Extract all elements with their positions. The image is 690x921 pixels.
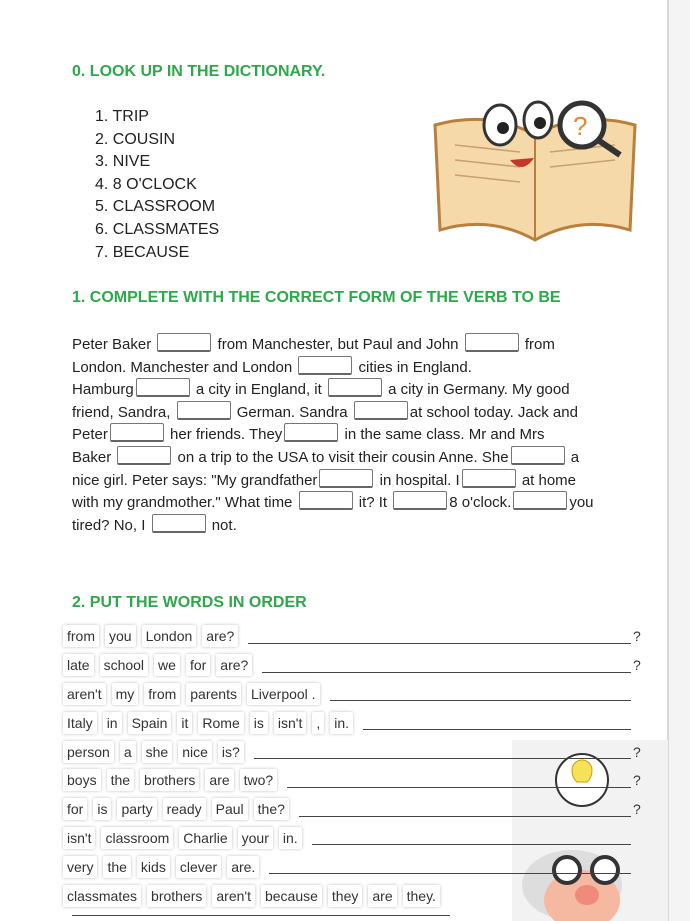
word-chip[interactable]: from: [144, 683, 180, 705]
answer-blank-input[interactable]: [511, 446, 565, 465]
end-punctuation: ?: [633, 801, 641, 818]
word-chip[interactable]: Liverpool .: [247, 683, 320, 705]
word-order-row: [63, 651, 643, 680]
answer-line[interactable]: [269, 859, 631, 874]
word-chip[interactable]: from: [63, 625, 99, 647]
word-chip[interactable]: the?: [254, 798, 289, 820]
word-chip[interactable]: are: [205, 769, 233, 791]
word-chip[interactable]: Paul: [212, 798, 248, 820]
paragraph-line: [72, 514, 594, 537]
paragraph-text: a: [566, 448, 580, 466]
answer-line[interactable]: [248, 629, 631, 644]
word-order-row: [63, 766, 643, 795]
word-chip[interactable]: are?: [202, 625, 238, 647]
word-chip[interactable]: person: [63, 741, 114, 763]
answer-blank-input[interactable]: [299, 491, 353, 510]
paragraph-line: [72, 401, 594, 424]
answer-line[interactable]: [312, 830, 631, 845]
fill-in-paragraph: [72, 333, 594, 536]
word-chip[interactable]: are?: [216, 654, 252, 676]
answer-line[interactable]: [254, 744, 631, 759]
word-chip[interactable]: aren't: [212, 885, 255, 907]
word-chip[interactable]: classroom: [101, 827, 173, 849]
paragraph-text: in hospital. I: [375, 471, 460, 489]
word-chip[interactable]: ready: [163, 798, 206, 820]
word-chip[interactable]: is: [93, 798, 111, 820]
answer-line[interactable]: [287, 773, 631, 788]
answer-line[interactable]: [330, 686, 631, 701]
paragraph-text: not.: [207, 516, 237, 534]
paragraph-line: [72, 356, 594, 379]
word-order-row: [63, 737, 643, 766]
paragraph-text: with my grandmother." What time: [72, 494, 297, 512]
paragraph-text: Hamburg: [72, 381, 134, 399]
answer-blank-input[interactable]: [298, 356, 352, 375]
word-chip[interactable]: are.: [227, 856, 259, 878]
word-order-row: [63, 708, 643, 737]
word-chip[interactable]: boys: [63, 769, 101, 791]
paragraph-line: [72, 469, 594, 492]
dictionary-word: 6. CLASSMATES: [95, 220, 220, 238]
answer-blank-input[interactable]: [110, 423, 164, 442]
answer-line[interactable]: [299, 802, 631, 817]
section2-title: 2. PUT THE WORDS IN ORDER: [72, 594, 307, 611]
answer-blank-input[interactable]: [465, 333, 519, 352]
answer-blank-input[interactable]: [152, 514, 206, 533]
word-chip[interactable]: a: [120, 741, 136, 763]
paragraph-text: tired? No, I: [72, 516, 150, 534]
paragraph-text: cities in England.: [354, 358, 472, 376]
word-order-row: [63, 622, 643, 651]
answer-blank-input[interactable]: [462, 469, 516, 488]
paragraph-text: at home: [517, 471, 577, 489]
word-chip[interactable]: two?: [240, 769, 278, 791]
paragraph-text: Peter Baker: [72, 336, 156, 353]
answer-line[interactable]: [363, 715, 631, 730]
dictionary-word: 1. TRIP: [95, 108, 149, 125]
word-chip[interactable]: very: [63, 856, 97, 878]
word-chip[interactable]: for: [186, 654, 210, 676]
word-chip[interactable]: clever: [176, 856, 221, 878]
answer-blank-input[interactable]: [117, 446, 171, 465]
answer-blank-input[interactable]: [393, 491, 447, 510]
word-chip[interactable]: isn't: [63, 827, 95, 849]
word-chip[interactable]: they.: [403, 885, 440, 907]
paragraph-text: from: [520, 336, 555, 353]
end-punctuation: ?: [633, 772, 641, 789]
end-punctuation: ?: [633, 743, 641, 760]
word-chip[interactable]: in: [103, 712, 122, 734]
word-chip[interactable]: my: [112, 683, 139, 705]
word-chip[interactable]: London: [142, 625, 197, 647]
word-chip[interactable]: she: [142, 741, 173, 763]
word-chip[interactable]: brothers: [147, 885, 206, 907]
end-punctuation: ?: [633, 657, 641, 674]
paragraph-line: [72, 378, 594, 401]
paragraph-line: [72, 446, 594, 469]
paragraph-text: on a trip to the USA to visit their cousin Anne. She: [173, 448, 509, 466]
answer-blank-input[interactable]: [354, 401, 408, 420]
word-chip[interactable]: late: [63, 654, 94, 676]
paragraph-text: 8 o'clock.: [449, 494, 512, 512]
word-order-row: [63, 824, 643, 853]
answer-line[interactable]: [262, 658, 631, 673]
word-chip[interactable]: school: [100, 654, 148, 676]
word-chip[interactable]: are: [368, 885, 396, 907]
word-order-exercise: [63, 622, 643, 910]
svg-text:?: ?: [573, 111, 588, 141]
paragraph-line: [72, 423, 594, 446]
word-chip[interactable]: you: [105, 625, 136, 647]
answer-blank-input[interactable]: [284, 423, 338, 442]
paragraph-text: Baker: [72, 448, 116, 466]
word-order-row: [63, 881, 643, 910]
paragraph-line: [72, 491, 594, 514]
word-chip[interactable]: for: [63, 798, 87, 820]
answer-blank-input[interactable]: [328, 378, 382, 397]
word-chip[interactable]: is?: [218, 741, 244, 763]
book-mascot-illustration: [430, 80, 645, 250]
dictionary-word: 2. COUSIN: [95, 130, 176, 148]
answer-blank-input[interactable]: [157, 333, 211, 352]
paragraph-text: friend, Sandra,: [72, 403, 175, 421]
end-punctuation: ?: [633, 628, 641, 645]
paragraph-text: London. Manchester and London: [72, 358, 297, 376]
dictionary-word: 3. NIVE: [95, 153, 151, 171]
paragraph-text: in the same class. Mr and Mrs: [340, 426, 545, 444]
paragraph-text: at school today. Jack and: [409, 403, 578, 421]
paragraph-text: a city in England, it: [191, 381, 326, 399]
word-chip[interactable]: nice: [178, 741, 212, 763]
paragraph-text: it? It: [354, 494, 392, 512]
word-chip[interactable]: party: [117, 798, 156, 820]
word-chip[interactable]: Rome: [198, 712, 243, 734]
word-chip[interactable]: Charlie: [179, 827, 231, 849]
word-chip[interactable]: kids: [137, 856, 170, 878]
word-chip[interactable]: it: [177, 712, 192, 734]
word-chip[interactable]: we: [154, 654, 180, 676]
word-chip[interactable]: isn't: [274, 712, 306, 734]
paragraph-text: Peter: [72, 426, 108, 444]
dictionary-word-list: [95, 106, 219, 264]
answer-line-10[interactable]: [72, 915, 450, 916]
dictionary-word: 5. CLASSROOM: [95, 198, 216, 216]
dictionary-word: 4. 8 O'CLOCK: [95, 175, 197, 193]
word-order-row: [63, 795, 643, 824]
paragraph-text: her friends. They: [165, 426, 283, 444]
paragraph-text: a city in Germany. My good: [383, 381, 570, 399]
word-chip[interactable]: in.: [330, 712, 353, 734]
page-margin: [669, 0, 690, 921]
word-chip[interactable]: your: [238, 827, 273, 849]
dictionary-word: 7. BECAUSE: [95, 243, 190, 261]
word-chip[interactable]: because: [261, 885, 322, 907]
word-chip[interactable]: Spain: [128, 712, 172, 734]
word-chip[interactable]: the: [103, 856, 130, 878]
answer-blank-input[interactable]: [136, 378, 190, 397]
word-chip[interactable]: classmates: [63, 885, 141, 907]
word-chip[interactable]: they: [328, 885, 362, 907]
answer-blank-input[interactable]: [319, 469, 373, 488]
word-order-row: [63, 680, 643, 709]
word-order-row: [63, 852, 643, 881]
word-chip[interactable]: Italy: [63, 712, 97, 734]
section0-title: 0. LOOK UP IN THE DICTIONARY.: [72, 63, 326, 80]
paragraph-text: German. Sandra: [232, 403, 352, 421]
word-chip[interactable]: is: [250, 712, 268, 734]
answer-blank-input[interactable]: [513, 491, 567, 510]
paragraph-line: [72, 333, 594, 356]
word-chip[interactable]: aren't: [63, 683, 106, 705]
paragraph-text: from Manchester, but Paul and John: [213, 336, 463, 353]
answer-blank-input[interactable]: [177, 401, 231, 420]
word-chip[interactable]: brothers: [140, 769, 199, 791]
word-chip[interactable]: ,: [312, 712, 324, 734]
word-chip[interactable]: the: [107, 769, 134, 791]
word-chip[interactable]: in.: [279, 827, 302, 849]
paragraph-text: you: [569, 494, 594, 512]
paragraph-text: nice girl. Peter says: "My grandfather: [72, 471, 318, 489]
word-chip[interactable]: parents: [186, 683, 241, 705]
section1-title: 1. COMPLETE WITH THE CORRECT FORM OF THE VERB TO BE: [72, 289, 561, 306]
